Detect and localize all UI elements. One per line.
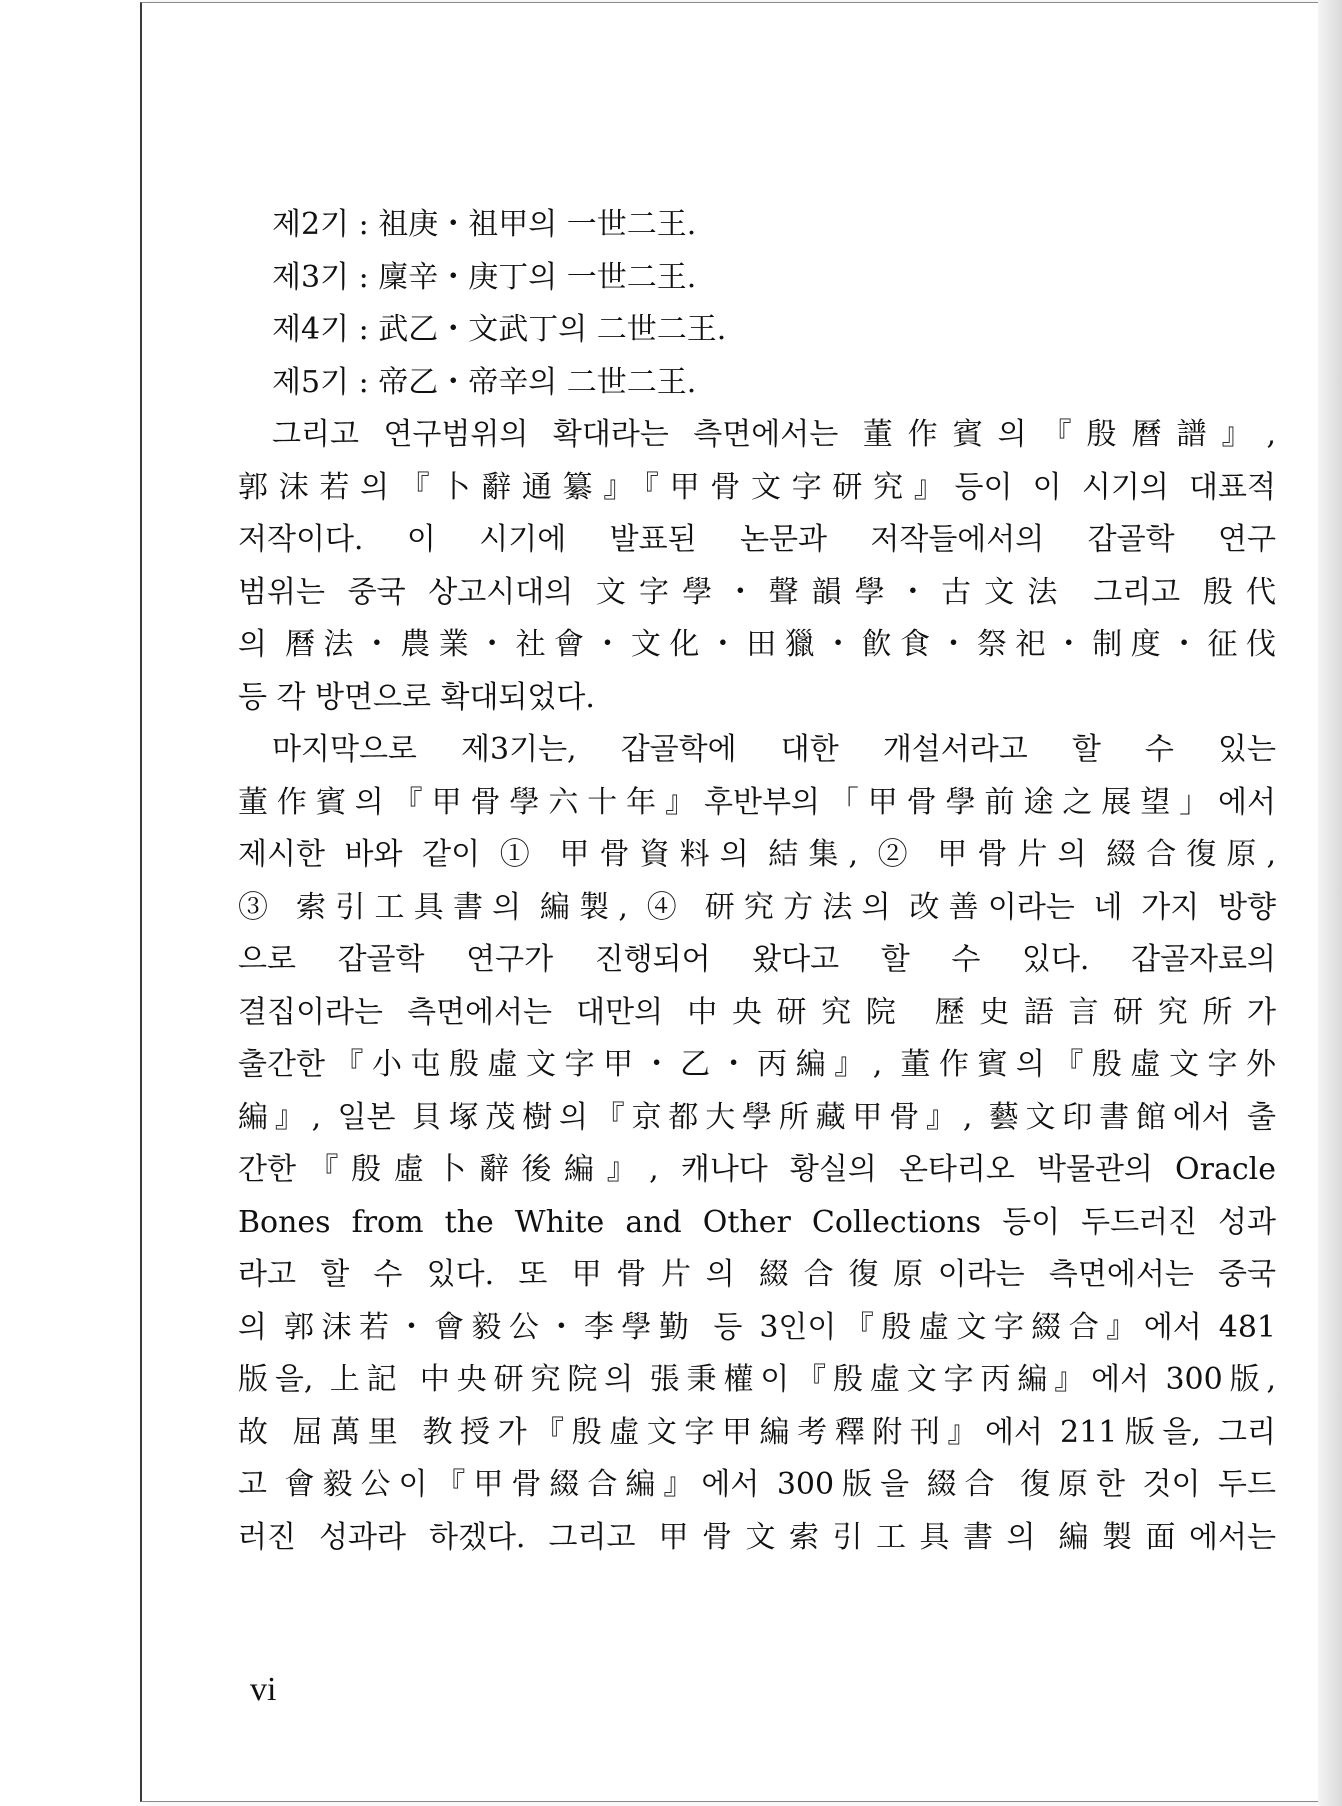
page-edge-shadow bbox=[1318, 0, 1342, 1806]
paragraph-line: 董作賓의『甲骨學六十年』후반부의「甲骨學前途之展望」에서 bbox=[238, 784, 1276, 820]
paragraph-line: 저작이다. 이 시기에 발표된 논문과 저작들에서의 갑골학 연구 bbox=[238, 522, 1276, 557]
paragraph-line: 마지막으로 제3기는, 갑골학에 대한 개설서라고 할 수 있는 bbox=[272, 732, 1276, 767]
paragraph-line: 간한『殷虛卜辭後編』, 캐나다 황실의 온타리오 박물관의 Oracle bbox=[238, 1152, 1276, 1187]
paragraph-line: 의 曆法・農業・社會・文化・田獵・飮食・祭祀・制度・征伐 bbox=[238, 627, 1276, 662]
paragraph-line: 범위는 중국 상고시대의 文字學・聲韻學・古文法 그리고 殷代 bbox=[238, 574, 1276, 610]
book-page bbox=[140, 2, 1320, 1802]
paragraph-line: 編』, 일본 貝塚茂樹의『京都大學所藏甲骨』, 藝文印書館에서 출 bbox=[238, 1099, 1276, 1135]
paragraph-line: 라고 할 수 있다. 또 甲骨片의 綴合復原이라는 측면에서는 중국 bbox=[238, 1257, 1276, 1292]
paragraph-line: 제시한 바와 같이 ① 甲骨資料의 結集, ② 甲骨片의 綴合復原, bbox=[238, 837, 1276, 872]
list-item: 제3기 : 廩辛・庚丁의 一世二王. bbox=[272, 259, 697, 295]
paragraph-line: 版을, 上記 中央研究院의 張秉權이『殷虛文字丙編』에서 300版, bbox=[238, 1362, 1276, 1397]
paragraph-line: 의 郭沫若・會毅公・李學勤 등 3인이『殷虛文字綴合』에서 481 bbox=[238, 1309, 1276, 1345]
paragraph-line: 故 屈萬里 教授가『殷虛文字甲編考釋附刊』에서 211版을, 그리 bbox=[238, 1414, 1276, 1450]
paragraph-line: 郭沫若의『卜辭通纂』『甲骨文字研究』등이 이 시기의 대표적 bbox=[238, 469, 1276, 505]
paragraph-line: 러진 성과라 하겠다. 그리고 甲骨文索引工具書의 編製面에서는 bbox=[238, 1519, 1276, 1555]
list-item: 제2기 : 祖庚・祖甲의 一世二王. bbox=[272, 207, 697, 242]
paragraph-line: 고 會毅公이『甲骨綴合編』에서 300版을 綴合 復原한 것이 두드 bbox=[238, 1467, 1276, 1502]
paragraph-line: 출간한『小屯殷虛文字甲・乙・丙編』, 董作賓의『殷虛文字外 bbox=[238, 1047, 1276, 1082]
list-item: 제4기 : 武乙・文武丁의 二世二王. bbox=[272, 312, 727, 347]
page-body bbox=[238, 199, 1276, 1564]
paragraph-line: 결집이라는 측면에서는 대만의 中央研究院 歷史語言研究所가 bbox=[238, 994, 1276, 1030]
paragraph-line: ③ 索引工具書의 編製, ④ 研究方法의 改善이라는 네 가지 방향 bbox=[238, 889, 1276, 925]
paragraph-line: Bones from the White and Other Collections 등이 두드러진 성과 bbox=[238, 1204, 1276, 1240]
list-item: 제5기 : 帝乙・帝辛의 二世二王. bbox=[272, 364, 697, 400]
paragraph-line: 으로 갑골학 연구가 진행되어 왔다고 할 수 있다. 갑골자료의 bbox=[238, 942, 1276, 977]
paragraph-line: 그리고 연구범위의 확대라는 측면에서는 董作賓의『殷曆譜』, bbox=[272, 417, 1276, 452]
paragraph-line: 등 각 방면으로 확대되었다. bbox=[238, 679, 595, 715]
page-number: vi bbox=[250, 1671, 277, 1708]
